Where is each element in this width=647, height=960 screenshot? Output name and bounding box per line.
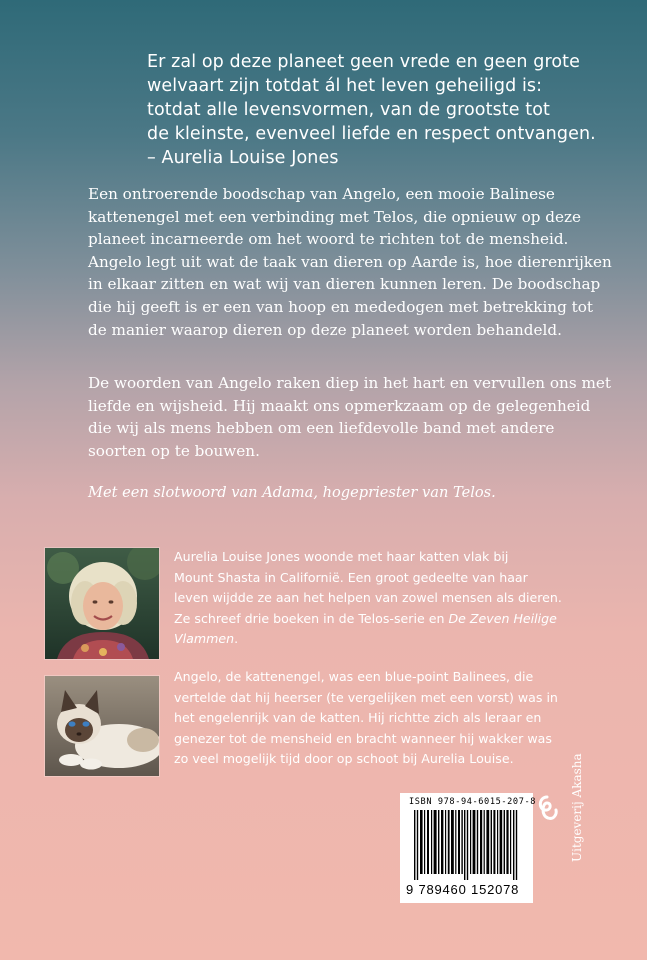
blurb-paragraph-2 (88, 372, 611, 462)
barcode-number: 9 789460 152078 (406, 882, 520, 897)
cat-photo-image (45, 676, 159, 776)
isbn-label: ISBN 978-94-6015-207-8 (409, 797, 537, 807)
blurb-line: Een ontroerende boodschap van Angelo, een mooie Balinese (88, 185, 555, 203)
author-bio-line: Aurelia Louise Jones woonde met haar katten vlak bij (174, 549, 509, 564)
barcode-bars (414, 810, 524, 880)
afterword-note (88, 482, 588, 505)
publisher-logo-icon (534, 794, 560, 824)
blurb-line: kattenengel met een verbinding met Telos, die opnieuw op deze (88, 207, 581, 226)
blurb-line: planeet incarneerde om het woord te richten tot de mensheid. (88, 230, 569, 249)
blurb-line: in elkaar zitten en wat wij van dieren kunnen leren. De boodschap (88, 275, 601, 294)
blurb-line: De woorden van Angelo raken diep in het hart en vervullen ons met (88, 374, 611, 392)
afterword-line: Met een slotwoord van Adama, hogepriester van Telos. (88, 484, 496, 501)
author-bio (174, 547, 624, 650)
author-bio-line (174, 609, 624, 630)
angelo-bio (174, 667, 624, 770)
author-bio-line: Mount Shasta in Californië. Een groot gedeelte van haar (174, 569, 528, 585)
blurb-paragraph-1 (88, 183, 612, 341)
quote-line: totdat alle levensvormen, van de grootste tot (147, 100, 551, 120)
blurb-line: die wij als mens hebben om een liefdevolle band met andere (88, 419, 555, 438)
angelo-bio-line: vertelde dat hij heerser (te vergelijken met een vorst) was in (174, 689, 558, 705)
author-bio-line: leven wijdde ze aan het helpen van zowel mensen als dieren. (174, 590, 562, 606)
angelo-bio-line: het engelenrijk van de katten. Hij richtte zich als leraar en (174, 710, 542, 726)
quote-line: de kleinste, evenveel liefde en respect ontvangen. (147, 124, 596, 144)
quote-attribution: – Aurelia Louise Jones (147, 148, 339, 168)
quote-line: Er zal op deze planeet geen vrede en geen grote (147, 52, 580, 72)
angelo-bio-line: genezer tot de mensheid en bracht wanneer hij wakker was (174, 730, 552, 746)
book-title-cont: Vlammen (174, 631, 235, 647)
author-photo (45, 548, 159, 659)
blurb-line: liefde en wijsheid. Hij maakt ons opmerkzaam op de gelegenheid (88, 396, 591, 415)
blurb-line: de manier waarop dieren op deze planeet worden behandeld. (88, 320, 562, 339)
blurb-line: die hij geeft is er een van hoop en mededogen met betrekking tot (88, 297, 594, 316)
blurb-line: soorten op te bouwen. (88, 441, 260, 460)
angelo-bio-line: Angelo, de kattenengel, was een blue-point Balinees, die (174, 669, 534, 684)
book-title: De Zeven Heilige (448, 610, 557, 626)
quote-line: welvaart zijn totdat ál het leven geheiligd is: (147, 76, 543, 96)
author-bio-line-text: Ze schreef drie boeken in de Telos-serie en (174, 610, 445, 626)
author-photo-image (45, 548, 159, 659)
publisher-name: Uitgeverij Akasha (570, 753, 584, 862)
cat-photo (45, 676, 159, 776)
blurb-line: Angelo legt uit wat de taak van dieren op Aarde is, hoe dierenrijken (88, 252, 612, 271)
isbn-barcode (400, 793, 537, 903)
back-cover-quote (147, 50, 607, 170)
author-bio-line (174, 629, 624, 650)
author-bio-punct: . (234, 631, 239, 647)
angelo-bio-line: zo veel mogelijk tijd door op schoot bij Aurelia Louise. (174, 751, 514, 767)
